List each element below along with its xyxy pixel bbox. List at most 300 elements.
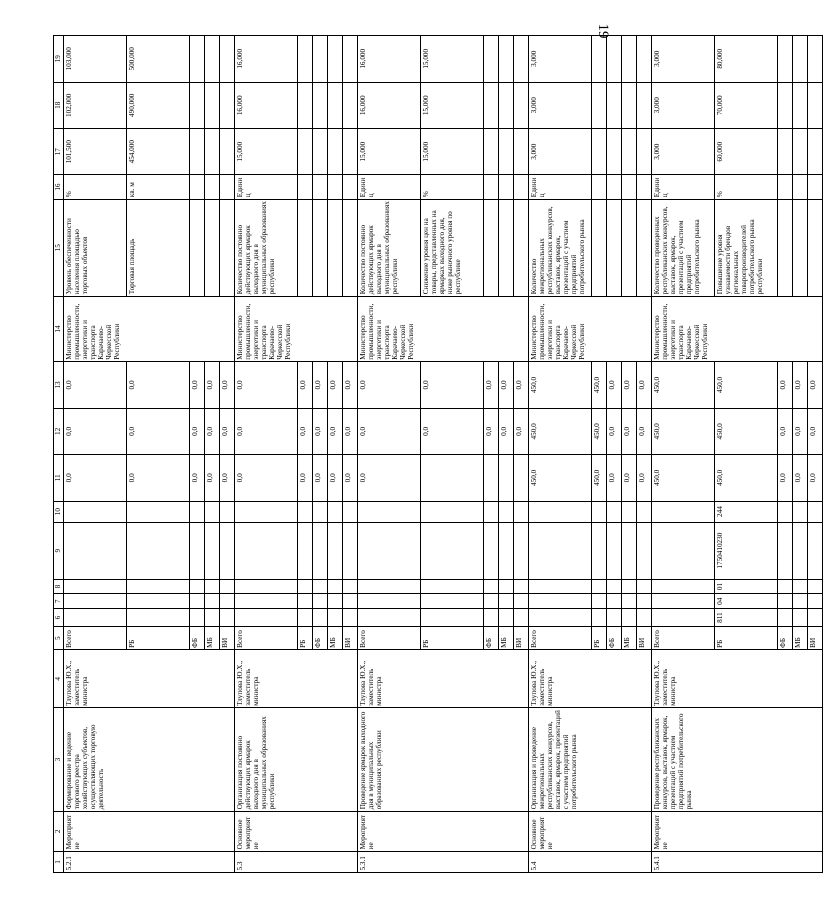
indicator-c19 bbox=[622, 36, 637, 83]
indicator-c17 bbox=[607, 128, 622, 174]
value-c9 bbox=[514, 522, 529, 579]
indicator-c19 bbox=[220, 36, 235, 83]
value-c6 bbox=[622, 609, 637, 627]
value-c13: 0,0 bbox=[190, 362, 205, 408]
indicator-c19: 16,000 bbox=[235, 36, 298, 83]
value-c12: 0,0 bbox=[298, 408, 313, 454]
indicator-c19 bbox=[190, 36, 205, 83]
indicator-c17 bbox=[592, 128, 607, 174]
value-c13: 0,0 bbox=[793, 362, 808, 408]
item-type: Основное мероприятие bbox=[529, 811, 652, 851]
value-c11: 0,0 bbox=[205, 455, 220, 501]
value-c7 bbox=[622, 594, 637, 609]
item-number: 5.3 bbox=[235, 851, 358, 872]
funding-source: МБ bbox=[205, 627, 220, 650]
indicator-c18 bbox=[808, 82, 823, 128]
indicator-name bbox=[808, 199, 823, 296]
value-c10 bbox=[484, 501, 499, 522]
indicator-name bbox=[205, 199, 220, 296]
value-c10 bbox=[529, 501, 592, 522]
value-c9 bbox=[64, 522, 127, 579]
column-number-15: 15 bbox=[54, 199, 64, 296]
indicator-c17 bbox=[328, 128, 343, 174]
value-c9: 1750410230 bbox=[715, 522, 778, 579]
value-c13: 0,0 bbox=[499, 362, 514, 408]
indicator-unit bbox=[190, 175, 205, 199]
indicator-unit: Единиц bbox=[529, 175, 592, 199]
value-c7 bbox=[298, 594, 313, 609]
value-c13: 0,0 bbox=[778, 362, 793, 408]
item-number: 5.3.1 bbox=[358, 851, 529, 872]
value-c7 bbox=[652, 594, 715, 609]
value-c6 bbox=[652, 609, 715, 627]
value-c8 bbox=[235, 579, 298, 594]
value-c6 bbox=[514, 609, 529, 627]
value-c6 bbox=[190, 609, 205, 627]
indicator-c18 bbox=[313, 82, 328, 128]
value-c6 bbox=[637, 609, 652, 627]
indicator-c17 bbox=[514, 128, 529, 174]
value-c10 bbox=[190, 501, 205, 522]
value-c13: 0,0 bbox=[358, 362, 421, 408]
value-c11 bbox=[484, 455, 499, 501]
value-c7 bbox=[808, 594, 823, 609]
value-c6 bbox=[808, 609, 823, 627]
value-c13: 0,0 bbox=[205, 362, 220, 408]
indicator-c17: 60,000 bbox=[715, 128, 778, 174]
indicator-c17 bbox=[778, 128, 793, 174]
responsible-person: Тлупова Ю.Х., заместитель министра bbox=[652, 650, 823, 708]
indicator-name: Уровень обеспеченности населения площадью торговых объектов bbox=[64, 199, 127, 296]
indicator-name: Количество постоянно действующих ярмарок выходного дня в муниципальных образованиях республики bbox=[358, 199, 421, 296]
indicator-c19 bbox=[637, 36, 652, 83]
indicator-c19 bbox=[328, 36, 343, 83]
value-c13: 0,0 bbox=[808, 362, 823, 408]
value-c9 bbox=[343, 522, 358, 579]
value-c7 bbox=[484, 594, 499, 609]
column-number-6: 6 bbox=[54, 609, 64, 627]
indicator-name bbox=[190, 199, 205, 296]
indicator-name bbox=[778, 199, 793, 296]
funding-source: РБ bbox=[592, 627, 607, 650]
funding-source: Всего bbox=[235, 627, 298, 650]
value-c12: 0,0 bbox=[328, 408, 343, 454]
value-c13: 0,0 bbox=[220, 362, 235, 408]
column-number-18: 18 bbox=[54, 82, 64, 128]
value-c10 bbox=[64, 501, 127, 522]
indicator-c17 bbox=[622, 128, 637, 174]
value-c13: 450,0 bbox=[715, 362, 778, 408]
column-number-11: 11 bbox=[54, 455, 64, 501]
indicator-unit bbox=[220, 175, 235, 199]
value-c11: 0,0 bbox=[622, 455, 637, 501]
value-c9 bbox=[637, 522, 652, 579]
value-c12: 0,0 bbox=[514, 408, 529, 454]
indicator-c18 bbox=[637, 82, 652, 128]
indicator-name bbox=[514, 199, 529, 296]
indicator-c19: 3,000 bbox=[529, 36, 592, 83]
value-c9 bbox=[190, 522, 205, 579]
indicator-c18 bbox=[343, 82, 358, 128]
indicator-c18 bbox=[220, 82, 235, 128]
item-type: Мероприятие bbox=[64, 811, 235, 851]
value-c6 bbox=[343, 609, 358, 627]
indicator-name bbox=[343, 199, 358, 296]
value-c7 bbox=[607, 594, 622, 609]
value-c7 bbox=[235, 594, 298, 609]
value-c9 bbox=[220, 522, 235, 579]
indicator-c19 bbox=[514, 36, 529, 83]
funding-source: МБ bbox=[622, 627, 637, 650]
value-c12: 0,0 bbox=[793, 408, 808, 454]
value-c7 bbox=[778, 594, 793, 609]
indicator-unit bbox=[298, 175, 313, 199]
indicator-c18 bbox=[205, 82, 220, 128]
indicator-c18 bbox=[328, 82, 343, 128]
value-c11: 0,0 bbox=[358, 455, 421, 501]
value-c12: 0,0 bbox=[205, 408, 220, 454]
indicator-unit: Единиц bbox=[358, 175, 421, 199]
value-c6 bbox=[328, 609, 343, 627]
column-number-7: 7 bbox=[54, 594, 64, 609]
indicator-unit bbox=[313, 175, 328, 199]
value-c9 bbox=[622, 522, 637, 579]
value-c7 bbox=[637, 594, 652, 609]
value-c9 bbox=[592, 522, 607, 579]
indicator-c18: 102,000 bbox=[64, 82, 127, 128]
value-c8 bbox=[529, 579, 592, 594]
indicator-name bbox=[298, 199, 313, 296]
value-c11: 450,0 bbox=[592, 455, 607, 501]
column-number-3: 3 bbox=[54, 708, 64, 811]
indicator-unit bbox=[484, 175, 499, 199]
responsible-person: Тлупова Ю.Х., заместитель министра bbox=[529, 650, 652, 708]
indicator-unit bbox=[793, 175, 808, 199]
value-c12: 450,0 bbox=[652, 408, 715, 454]
value-c6 bbox=[484, 609, 499, 627]
value-c12: 450,0 bbox=[529, 408, 592, 454]
value-c7 bbox=[313, 594, 328, 609]
value-c10 bbox=[793, 501, 808, 522]
indicator-c19 bbox=[778, 36, 793, 83]
value-c8 bbox=[358, 579, 421, 594]
column-number-4: 4 bbox=[54, 650, 64, 708]
funding-source: ВИ bbox=[637, 627, 652, 650]
indicator-c18 bbox=[499, 82, 514, 128]
value-c8 bbox=[793, 579, 808, 594]
value-c8 bbox=[652, 579, 715, 594]
value-c9 bbox=[529, 522, 592, 579]
value-c10 bbox=[514, 501, 529, 522]
item-name: Организация постоянно действующих ярмарок выходного дня в муниципальных образованиях республики bbox=[235, 708, 358, 811]
value-c8 bbox=[298, 579, 313, 594]
indicator-unit bbox=[499, 175, 514, 199]
indicator-c17: 101,500 bbox=[64, 128, 127, 174]
value-c9 bbox=[484, 522, 499, 579]
value-c8 bbox=[778, 579, 793, 594]
value-c8 bbox=[205, 579, 220, 594]
value-c7 bbox=[190, 594, 205, 609]
value-c6 bbox=[421, 609, 484, 627]
indicator-c19: 3,000 bbox=[652, 36, 715, 83]
value-c10 bbox=[220, 501, 235, 522]
funding-source: ФБ bbox=[607, 627, 622, 650]
value-c7 bbox=[328, 594, 343, 609]
indicator-name bbox=[313, 199, 328, 296]
value-c13: 0,0 bbox=[313, 362, 328, 408]
indicator-c18 bbox=[484, 82, 499, 128]
value-c9 bbox=[499, 522, 514, 579]
value-c11: 0,0 bbox=[190, 455, 205, 501]
value-c12: 0,0 bbox=[499, 408, 514, 454]
column-number-16: 16 bbox=[54, 175, 64, 199]
indicator-c19 bbox=[808, 36, 823, 83]
indicator-c17: 15,000 bbox=[358, 128, 421, 174]
value-c8 bbox=[190, 579, 205, 594]
indicator-c17 bbox=[205, 128, 220, 174]
value-c11: 0,0 bbox=[313, 455, 328, 501]
funding-source: ФБ bbox=[313, 627, 328, 650]
value-c6 bbox=[205, 609, 220, 627]
value-c11: 450,0 bbox=[715, 455, 778, 501]
value-c13: 0,0 bbox=[343, 362, 358, 408]
indicator-c18 bbox=[622, 82, 637, 128]
funding-source: РБ bbox=[715, 627, 778, 650]
indicator-c19 bbox=[499, 36, 514, 83]
value-c11: 0,0 bbox=[343, 455, 358, 501]
value-c12: 0,0 bbox=[622, 408, 637, 454]
indicator-name bbox=[793, 199, 808, 296]
indicator-c17: 15,000 bbox=[421, 128, 484, 174]
value-c7 bbox=[514, 594, 529, 609]
value-c10 bbox=[622, 501, 637, 522]
indicator-c17: 3,000 bbox=[529, 128, 592, 174]
value-c7 bbox=[358, 594, 421, 609]
value-c10 bbox=[652, 501, 715, 522]
funding-source: ФБ bbox=[190, 627, 205, 650]
value-c13: 0,0 bbox=[637, 362, 652, 408]
indicator-c19: 80,000 bbox=[715, 36, 778, 83]
funding-source: РБ bbox=[127, 627, 190, 650]
indicator-c19 bbox=[484, 36, 499, 83]
table-row bbox=[64, 36, 127, 873]
funding-source: Всего bbox=[652, 627, 715, 650]
indicator-c18: 15,000 bbox=[421, 82, 484, 128]
value-c8 bbox=[421, 579, 484, 594]
value-c13: 0,0 bbox=[127, 362, 190, 408]
item-name: Формирование и ведение торгового реестра хозяйствующих субъектов, осуществляющих торговую деятельность bbox=[64, 708, 235, 811]
value-c8 bbox=[64, 579, 127, 594]
indicator-name bbox=[499, 199, 514, 296]
value-c12: 0,0 bbox=[421, 408, 484, 454]
value-c8 bbox=[313, 579, 328, 594]
value-c11: 0,0 bbox=[298, 455, 313, 501]
indicator-c17 bbox=[313, 128, 328, 174]
value-c13: 0,0 bbox=[484, 362, 499, 408]
column-number-9: 9 bbox=[54, 522, 64, 579]
value-c6 bbox=[778, 609, 793, 627]
indicator-c18 bbox=[793, 82, 808, 128]
indicator-c17: 454,000 bbox=[127, 128, 190, 174]
column-number-2: 2 bbox=[54, 811, 64, 851]
value-c10 bbox=[499, 501, 514, 522]
table-row bbox=[235, 36, 298, 873]
indicator-c19 bbox=[592, 36, 607, 83]
indicator-unit bbox=[778, 175, 793, 199]
value-c12: 450,0 bbox=[592, 408, 607, 454]
value-c10 bbox=[421, 501, 484, 522]
indicator-c19 bbox=[205, 36, 220, 83]
value-c9 bbox=[778, 522, 793, 579]
value-c9 bbox=[808, 522, 823, 579]
value-c11: 0,0 bbox=[328, 455, 343, 501]
indicator-c17 bbox=[793, 128, 808, 174]
column-number-13: 13 bbox=[54, 362, 64, 408]
value-c13: 0,0 bbox=[607, 362, 622, 408]
value-c8 bbox=[808, 579, 823, 594]
table-row bbox=[529, 36, 592, 873]
value-c8 bbox=[499, 579, 514, 594]
value-c7 bbox=[343, 594, 358, 609]
indicator-c19 bbox=[313, 36, 328, 83]
executor: Министерство промышленности, энергетики и транспорта Карачаево-Черкесской Республики bbox=[652, 296, 823, 361]
indicator-name bbox=[637, 199, 652, 296]
funding-source: Всего bbox=[529, 627, 592, 650]
value-c7 bbox=[205, 594, 220, 609]
funding-source: МБ bbox=[328, 627, 343, 650]
value-c10 bbox=[235, 501, 298, 522]
value-c12: 0,0 bbox=[343, 408, 358, 454]
indicator-unit: Единиц bbox=[235, 175, 298, 199]
indicator-name bbox=[607, 199, 622, 296]
value-c13: 0,0 bbox=[622, 362, 637, 408]
table-row bbox=[358, 36, 421, 873]
indicator-name bbox=[484, 199, 499, 296]
value-c7 bbox=[127, 594, 190, 609]
indicator-unit bbox=[328, 175, 343, 199]
value-c10 bbox=[328, 501, 343, 522]
value-c8 bbox=[622, 579, 637, 594]
value-c9 bbox=[235, 522, 298, 579]
value-c13: 0,0 bbox=[235, 362, 298, 408]
value-c11 bbox=[499, 455, 514, 501]
indicator-c17 bbox=[220, 128, 235, 174]
indicator-c17 bbox=[637, 128, 652, 174]
column-number-12: 12 bbox=[54, 408, 64, 454]
value-c10 bbox=[778, 501, 793, 522]
value-c9 bbox=[607, 522, 622, 579]
indicator-unit bbox=[592, 175, 607, 199]
indicator-c18 bbox=[190, 82, 205, 128]
indicator-name: Снижение уровня цен на товары, представленных на ярмарках выходного дня, ниже рыночного уровня по республике bbox=[421, 199, 484, 296]
item-name: Организация и проведение межрегиональных республиканских конкурсов, выставок, ярмарок, презентаций с участием предприятий потребительского рынка bbox=[529, 708, 652, 811]
column-number-8: 8 bbox=[54, 579, 64, 594]
value-c6 bbox=[235, 609, 298, 627]
value-c8 bbox=[514, 579, 529, 594]
value-c11: 0,0 bbox=[793, 455, 808, 501]
column-number-10: 10 bbox=[54, 501, 64, 522]
value-c10 bbox=[298, 501, 313, 522]
indicator-c19 bbox=[607, 36, 622, 83]
value-c6 bbox=[358, 609, 421, 627]
indicator-unit: % bbox=[64, 175, 127, 199]
funding-source: ВИ bbox=[220, 627, 235, 650]
value-c6 bbox=[592, 609, 607, 627]
funding-source: РБ bbox=[421, 627, 484, 650]
value-c6: 811 bbox=[715, 609, 778, 627]
value-c12: 0,0 bbox=[637, 408, 652, 454]
indicator-c17 bbox=[499, 128, 514, 174]
value-c11: 450,0 bbox=[529, 455, 592, 501]
value-c7 bbox=[592, 594, 607, 609]
indicator-c18: 70,000 bbox=[715, 82, 778, 128]
value-c8 bbox=[127, 579, 190, 594]
column-number-row bbox=[54, 36, 64, 873]
value-c8 bbox=[328, 579, 343, 594]
indicator-unit bbox=[205, 175, 220, 199]
indicator-c19: 15,000 bbox=[421, 36, 484, 83]
indicator-c19: 500,000 bbox=[127, 36, 190, 83]
indicator-c18 bbox=[607, 82, 622, 128]
value-c10 bbox=[808, 501, 823, 522]
funding-source: ФБ bbox=[778, 627, 793, 650]
value-c13: 0,0 bbox=[64, 362, 127, 408]
value-c12: 0,0 bbox=[127, 408, 190, 454]
value-c13: 0,0 bbox=[514, 362, 529, 408]
indicator-c19: 16,000 bbox=[358, 36, 421, 83]
value-c11: 0,0 bbox=[220, 455, 235, 501]
indicator-c17 bbox=[190, 128, 205, 174]
indicator-name: Количество межрегиональных республиканских конкурсов, выставок, ярмарок, презентаций с участием предприятий потребительского рынка bbox=[529, 199, 592, 296]
value-c12: 0,0 bbox=[484, 408, 499, 454]
executor: Министерство промышленности, энергетики и транспорта Карачаево-Черкесской Республики bbox=[529, 296, 652, 361]
funding-source: МБ bbox=[793, 627, 808, 650]
indicator-c19 bbox=[793, 36, 808, 83]
value-c11: 0,0 bbox=[808, 455, 823, 501]
item-number: 5.2.1 bbox=[64, 851, 235, 872]
indicator-c19 bbox=[298, 36, 313, 83]
value-c9 bbox=[205, 522, 220, 579]
indicator-c18: 16,000 bbox=[235, 82, 298, 128]
value-c8: 01 bbox=[715, 579, 778, 594]
value-c8 bbox=[343, 579, 358, 594]
column-number-19: 19 bbox=[54, 36, 64, 83]
indicator-unit bbox=[514, 175, 529, 199]
column-number-14: 14 bbox=[54, 296, 64, 361]
indicator-c18: 3,000 bbox=[652, 82, 715, 128]
item-number: 5.4.1 bbox=[652, 851, 823, 872]
indicator-c18 bbox=[298, 82, 313, 128]
indicator-unit: Единиц bbox=[652, 175, 715, 199]
value-c10 bbox=[205, 501, 220, 522]
value-c12: 0,0 bbox=[808, 408, 823, 454]
indicator-c19 bbox=[343, 36, 358, 83]
value-c11: 0,0 bbox=[637, 455, 652, 501]
value-c12: 0,0 bbox=[190, 408, 205, 454]
value-c6 bbox=[313, 609, 328, 627]
indicator-c17 bbox=[484, 128, 499, 174]
value-c9 bbox=[793, 522, 808, 579]
responsible-person: Тлупова Ю.Х., заместитель министра bbox=[358, 650, 529, 708]
indicator-c18: 3,000 bbox=[529, 82, 592, 128]
indicator-unit: кв. м bbox=[127, 175, 190, 199]
executor: Министерство промышленности, энергетики и транспорта Карачаево-Черкесской Республики bbox=[235, 296, 358, 361]
value-c7 bbox=[220, 594, 235, 609]
value-c11: 0,0 bbox=[64, 455, 127, 501]
value-c10 bbox=[358, 501, 421, 522]
indicator-unit: % bbox=[421, 175, 484, 199]
indicator-unit bbox=[607, 175, 622, 199]
